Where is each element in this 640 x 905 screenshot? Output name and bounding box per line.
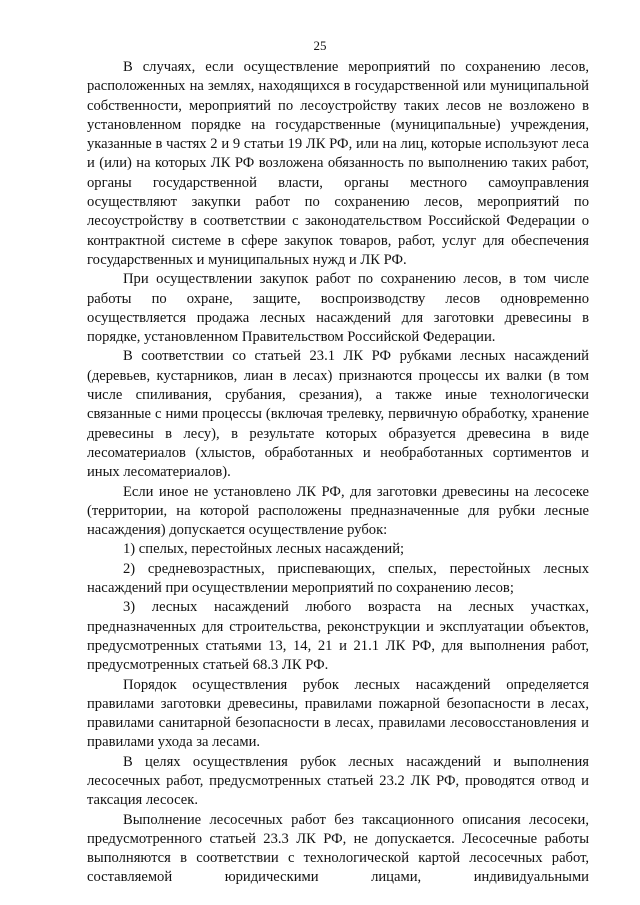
paragraph-felling-definition: В соответствии со статьей 23.1 ЛК РФ рубками лесных насаждений (деревьев, кустарников, лиан в лесах) признаются процессы их валки (в том числе спиливания, срубания, срезания), а также иные технологически связанные с ними процессы (включая трелевку, первичную обработку, хранение древесины в лесу), в результате которых образуется древесина в виде лесоматериалов (хлыстов, обработанных и необработанных сортиментов и иных лесоматериалов).: [87, 348, 589, 481]
document-body: [87, 58, 589, 888]
list-item-3: 3) лесных насаждений любого возраста на лесных участках, предназначенных для строительства, реконструкции и эксплуатации объектов, предусмотренных статьями 13, 14, 21 и 21.1 ЛК РФ, для выполнения работ, предусмотренных статьей 68.3 ЛК РФ.: [87, 599, 589, 674]
list-item-2: 2) средневозрастных, приспевающих, спелых, перестойных лесных насаждений при осуществлении мероприятий по сохранению лесов;: [87, 560, 589, 597]
list-item-1: 1) спелых, перестойных лесных насаждений;: [123, 541, 405, 558]
page-number: 25: [313, 38, 327, 53]
paragraph-allotment-taxation: В целях осуществления рубок лесных насаждений и выполнения лесосечных работ, предусмотренных статьей 23.2 ЛК РФ, проводятся отвод и таксация лесосек.: [87, 753, 589, 809]
paragraph-logging-works: Выполнение лесосечных работ без таксационного описания лесосеки, предусмотренного статьей 23.3 ЛК РФ, не допускается. Лесосечные работы выполняются в соответствии с технологической картой лесосечных работ, составляемой юридическими лицами, индивидуальными: [87, 811, 589, 886]
paragraph-procurement-sale: При осуществлении закупок работ по сохранению лесов, в том числе работы по охране, защите, воспроизводству лесов одновременно осуществляется продажа лесных насаждений для заготовки древесины в порядке, установленном Правительством Российской Федерации.: [87, 271, 589, 346]
paragraph-procurement-cases: В случаях, если осуществление мероприятий по сохранению лесов, расположенных на землях, находящихся в государственной или муниципальной собственности, мероприятий по лесоустройству таких лесов не возложено в установленном порядке на государственные (муниципальные) учреждения, указанные в частях 2 и 9 статьи 19 ЛК РФ, или на лиц, которые используют леса и (или) на которых ЛК РФ возложена обязанность по выполнению таких работ, органы государственной власти, органы местного самоуправления осуществляют закупки работ по сохранению лесов, мероприятий по лесоустройству в соответствии с законодательством Российской Федерации о контрактной системе в сфере закупок товаров, работ, услуг для обеспечения государственных и муниципальных нужд и ЛК РФ.: [87, 59, 589, 268]
paragraph-felling-allowed: Если иное не установлено ЛК РФ, для заготовки древесины на лесосеке (территории, на которой расположены предназначенные для рубки лесные насаждения) допускается осуществление рубок:: [87, 483, 589, 539]
paragraph-felling-rules: Порядок осуществления рубок лесных насаждений определяется правилами заготовки древесины, правилами пожарной безопасности в лесах, правилами санитарной безопасности в лесах, правилами лесовосстановления и правилами ухода за лесами.: [87, 676, 589, 751]
